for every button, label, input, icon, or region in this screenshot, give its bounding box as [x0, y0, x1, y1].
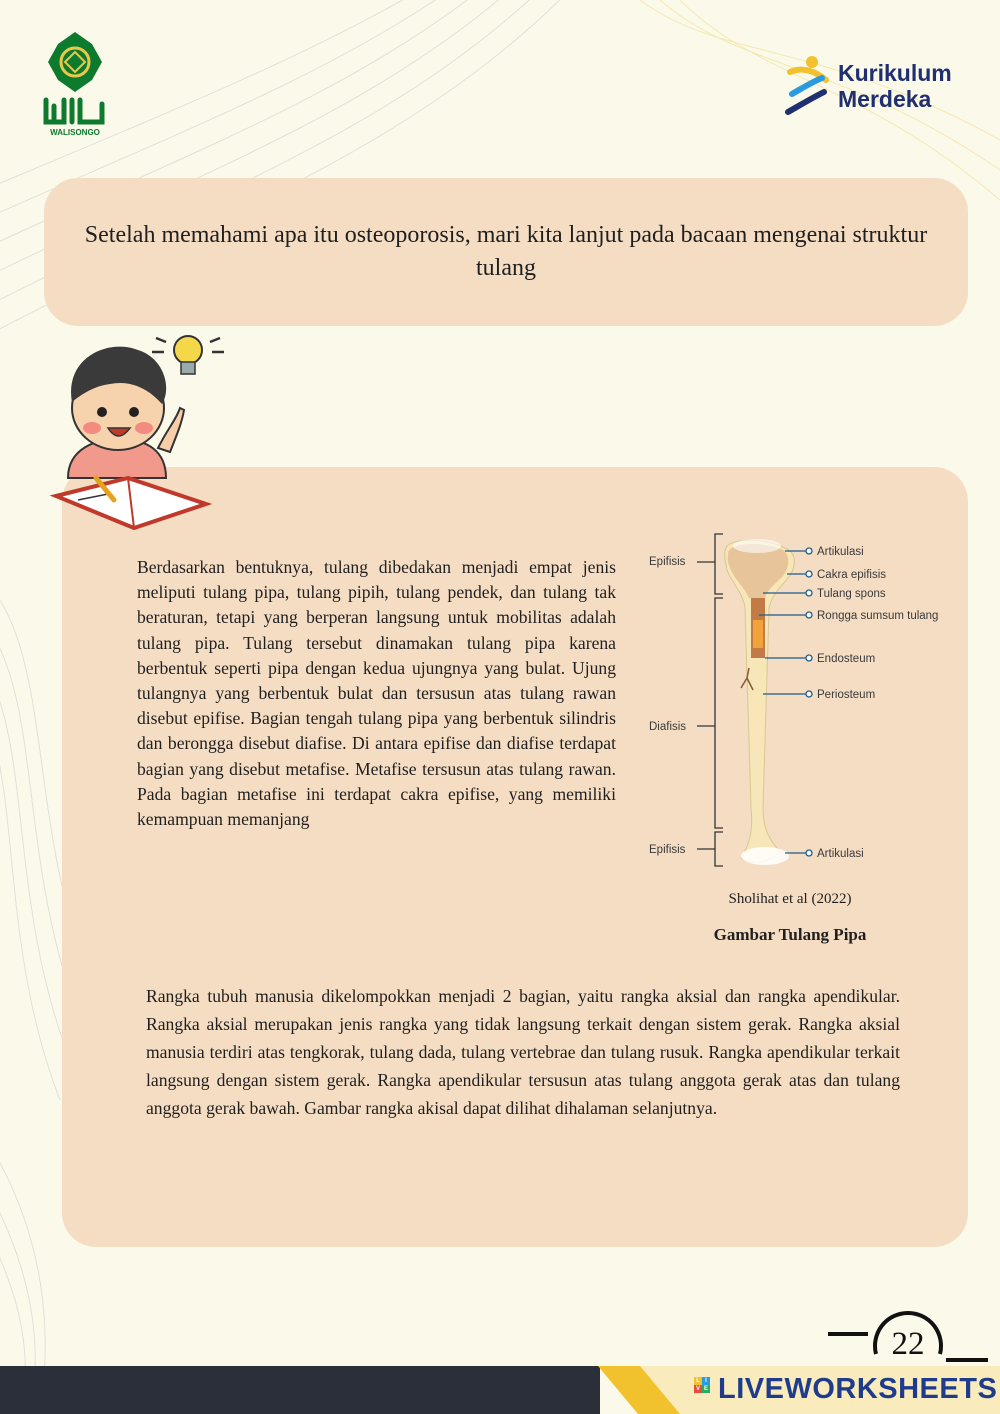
lw-icon-letter-e: E — [703, 1386, 708, 1392]
logo-line-2: Merdeka — [838, 86, 932, 112]
kid-writing-illustration — [38, 328, 228, 538]
label-rongga-sumsum: Rongga sumsum tulang — [817, 610, 939, 622]
label-tulang-spons: Tulang spons — [817, 588, 886, 600]
intro-text: Setelah memahami apa itu osteoporosis, mari kita lanjut pada bacaan mengenai struktur tulang — [84, 222, 928, 281]
lw-icon-letter-v: V — [695, 1386, 700, 1392]
skeleton-groups-paragraph: Rangka tubuh manusia dikelompokkan menjadi 2 bagian, yaitu rangka aksial dan rangka apendikular. Rangka aksial merupakan jenis rangka yang tidak langsung terkait dengan sistem gerak. Rangka aksial manusia terdiri atas tengkorak, tulang dada, tulang vertebrae dan tulang rusuk. Rangka apendikular terkait langsung dengan sistem gerak. Rangka apendikular tersusun atas tulang anggota gerak atas dan tulang anggota gerak bawah. Gambar rangka akisal dapat dilihat dihalaman selanjutnya. — [146, 986, 900, 1118]
lw-icon-letter-i: I — [702, 1377, 710, 1385]
kurikulum-merdeka-logo-text — [838, 60, 952, 112]
uin-logo-label: WALISONGO — [50, 128, 100, 137]
lw-icon-letter-l: L — [694, 1377, 702, 1385]
intro-panel — [44, 178, 968, 326]
label-epifisis-top: Epifisis — [649, 556, 686, 568]
logo-line-1: Kurikulum — [838, 60, 952, 86]
liveworksheets-icon — [694, 1377, 710, 1403]
figure-credit: Sholihat et al (2022) — [728, 891, 852, 907]
long-bone-diagram — [645, 528, 965, 873]
label-cakra-epifisis: Cakra epifisis — [817, 569, 887, 581]
lightbulb-icon — [152, 336, 224, 374]
label-periosteum: Periosteum — [817, 689, 876, 701]
label-diafisis: Diafisis — [649, 721, 687, 733]
liveworksheets-brand[interactable]: LIVEWORKSHEETS — [718, 1373, 998, 1405]
label-epifisis-bottom: Epifisis — [649, 844, 686, 856]
label-endosteum: Endosteum — [817, 653, 876, 665]
kurikulum-merdeka-icon — [782, 52, 832, 122]
label-artikulasi-bottom: Artikulasi — [817, 848, 864, 860]
bone-types-paragraph: Berdasarkan bentuknya, tulang dibedakan menjadi empat jenis meliputi tulang pipa, tulang pipih, tulang pendek, dan tulang tak beraturan, tetapi yang berperan langsung untuk mobilitas adalah tulang pipa. Tulang tersebut dinamakan tulang pipa karena berbentuk seperti pipa dengan kedua ujungnya yang bulat. Ujung tulangnya yang berbentuk bulat dan tersusun atas tulang rawan disebut epifise. Bagian tengah tulang pipa yang berbentuk silindris dan berongga disebut diafise. Di antara epifise dan diafise terdapat bagian yang disebut metafise. Metafise tersusun atas tulang rawan. Pada bagian metafise ini terdapat cakra epifise, yang memiliki kemampuan memanjang — [137, 557, 616, 830]
figure-caption: Gambar Tulang Pipa — [713, 925, 867, 944]
uin-walisongo-logo — [40, 30, 110, 140]
page-number: 22 — [891, 1326, 925, 1362]
label-artikulasi-top: Artikulasi — [817, 546, 864, 558]
